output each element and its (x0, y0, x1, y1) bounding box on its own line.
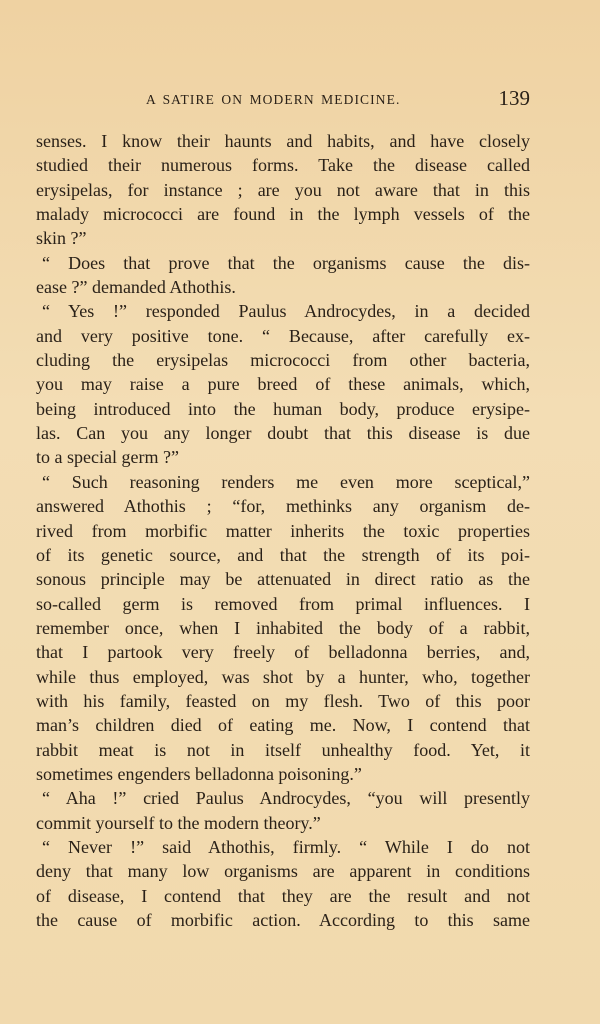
text-line: being introduced into the human body, produce erysipe- (36, 398, 530, 419)
page-number: 139 (498, 86, 530, 110)
text-line: while thus employed, was shot by a hunter, who, together (36, 666, 530, 687)
text-line: ease ?” demanded Athothis. (36, 277, 236, 298)
text-line: man’s children died of eating me. Now, I contend that (36, 715, 530, 736)
text-line: that I partook very freely of belladonna berries, and, (36, 642, 530, 663)
text-line: deny that many low organisms are apparent in conditions (36, 861, 530, 882)
text-line: “ Such reasoning renders me even more sceptical,” (42, 471, 530, 492)
text-line: rabbit meat is not in itself unhealthy food. Yet, it (36, 739, 530, 760)
text-line: studied their numerous forms. Take the disease called (36, 155, 530, 176)
text-line: senses. I know their haunts and habits, and have closely (36, 131, 530, 151)
text-line: the cause of morbific action. According to this same (36, 910, 530, 930)
text-line: of its genetic source, and that the strength of its poi- (36, 544, 530, 565)
text-line: commit yourself to the modern theory.” (36, 812, 321, 833)
text-line: sonous principle may be attenuated in direct ratio as the (36, 569, 530, 590)
text-line: answered Athothis ; “for, methinks any organism de- (36, 496, 530, 517)
text-line: las. Can you any longer doubt that this disease is due (36, 423, 530, 444)
text-line: rived from morbific matter inherits the toxic properties (36, 520, 530, 541)
running-head (36, 88, 530, 112)
text-line: and very positive tone. “ Because, after carefully ex- (36, 325, 530, 346)
text-line: “ Does that prove that the organisms cause the dis- (42, 252, 530, 273)
text-line: to a special germ ?” (36, 447, 179, 468)
running-title: A SATIRE ON MODERN MEDICINE. (146, 92, 401, 107)
text-line: of disease, I contend that they are the result and not (36, 885, 530, 906)
text-line: erysipelas, for instance ; are you not aware that in this (36, 179, 530, 200)
text-line: cluding the erysipelas micrococci from other bacteria, (36, 350, 530, 371)
text-line: malady micrococci are found in the lymph vessels of the (36, 204, 530, 225)
text-line: with his family, feasted on my flesh. Two of this poor (36, 690, 530, 711)
text-line: “ Aha !” cried Paulus Androcydes, “you will presently (42, 788, 530, 809)
text-line: “ Yes !” responded Paulus Androcydes, in a decided (42, 301, 530, 322)
text-line: so-called germ is removed from primal influences. I (36, 593, 530, 614)
text-line: skin ?” (36, 228, 87, 249)
text-line: sometimes engenders belladonna poisoning.” (36, 763, 362, 784)
body-text (36, 129, 530, 932)
text-line: “ Never !” said Athothis, firmly. “ While I do not (42, 836, 530, 857)
text-line: remember once, when I inhabited the body of a rabbit, (36, 617, 530, 638)
text-line: you may raise a pure breed of these animals, which, (36, 374, 530, 395)
